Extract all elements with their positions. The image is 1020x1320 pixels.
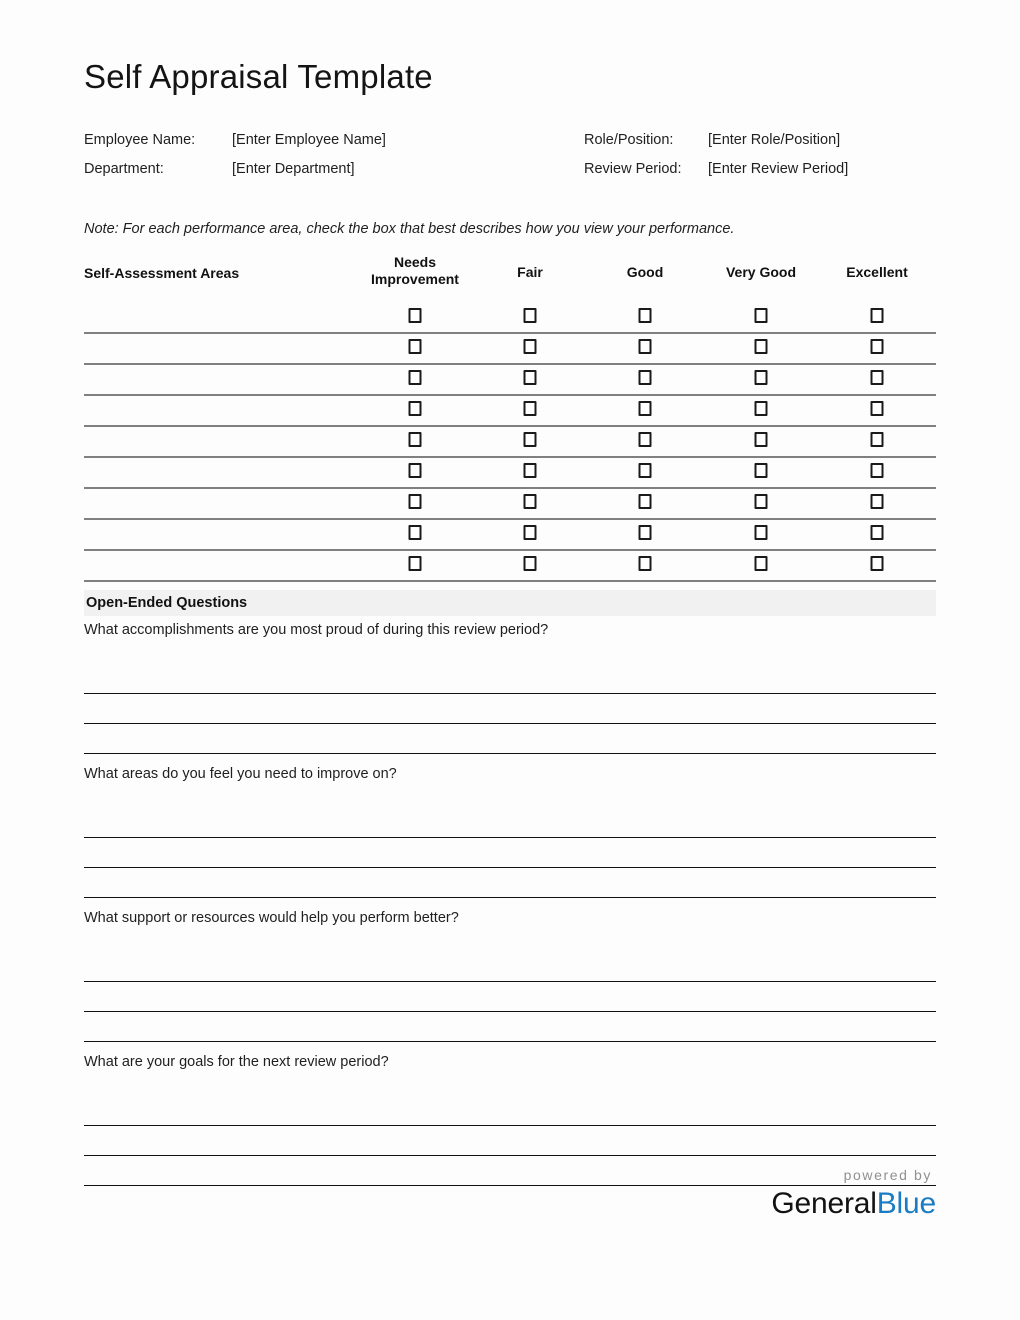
rating-checkbox[interactable] bbox=[871, 556, 884, 571]
table-row bbox=[84, 489, 936, 520]
answer-line[interactable] bbox=[84, 808, 936, 838]
answer-lines bbox=[84, 664, 936, 754]
employee-name-label: Employee Name: bbox=[84, 132, 196, 148]
rating-checkbox[interactable] bbox=[639, 556, 652, 571]
department-field bbox=[84, 161, 584, 177]
rating-checkbox[interactable] bbox=[524, 556, 537, 571]
rating-checkbox[interactable] bbox=[871, 494, 884, 509]
rating-checkbox[interactable] bbox=[524, 370, 537, 385]
table-row bbox=[84, 520, 936, 551]
brand-name-first: General bbox=[771, 1187, 877, 1220]
table-row bbox=[84, 396, 936, 427]
rating-checkbox[interactable] bbox=[871, 370, 884, 385]
table-row bbox=[84, 427, 936, 458]
rating-checkbox[interactable] bbox=[755, 432, 768, 447]
rating-checkbox[interactable] bbox=[871, 401, 884, 416]
department-label: Department: bbox=[84, 161, 164, 177]
open-ended-section-header bbox=[84, 590, 936, 616]
question-text: What accomplishments are you most proud of during this review period? bbox=[84, 622, 549, 638]
rating-checkbox[interactable] bbox=[409, 308, 422, 323]
department-value[interactable]: [Enter Department] bbox=[232, 161, 355, 177]
rating-checkbox[interactable] bbox=[524, 401, 537, 416]
question-text: What areas do you feel you need to improve on? bbox=[84, 766, 397, 782]
rating-checkbox[interactable] bbox=[639, 401, 652, 416]
table-row bbox=[84, 365, 936, 396]
rating-checkbox[interactable] bbox=[755, 401, 768, 416]
question-text: What support or resources would help you perform better? bbox=[84, 910, 459, 926]
employee-name-value[interactable]: [Enter Employee Name] bbox=[232, 132, 386, 148]
open-ended-section-title: Open-Ended Questions bbox=[86, 595, 248, 611]
powered-by-label: powered by bbox=[843, 1167, 932, 1183]
rating-checkbox[interactable] bbox=[409, 401, 422, 416]
rating-checkbox[interactable] bbox=[755, 525, 768, 540]
review-period-field bbox=[584, 161, 848, 177]
table-row bbox=[84, 303, 936, 334]
rating-checkbox[interactable] bbox=[755, 494, 768, 509]
self-assessment-table bbox=[84, 252, 936, 582]
column-header-excellent: Excellent bbox=[846, 264, 908, 280]
answer-line[interactable] bbox=[84, 952, 936, 982]
answer-lines bbox=[84, 952, 936, 1042]
brand-name-second: Blue bbox=[876, 1187, 936, 1220]
answer-line[interactable] bbox=[84, 1126, 936, 1156]
column-header-good: Good bbox=[626, 264, 664, 280]
employee-name-field bbox=[84, 132, 584, 148]
rating-checkbox[interactable] bbox=[409, 370, 422, 385]
rating-checkbox[interactable] bbox=[755, 463, 768, 478]
column-header-very-good: Very Good bbox=[725, 264, 797, 280]
column-header-fair: Fair bbox=[517, 264, 543, 280]
instruction-note: Note: For each performance area, check the box that best describes how you view your performance. bbox=[84, 221, 735, 237]
table-body bbox=[84, 303, 936, 582]
rating-checkbox[interactable] bbox=[524, 463, 537, 478]
answer-line[interactable] bbox=[84, 694, 936, 724]
rating-checkbox[interactable] bbox=[871, 463, 884, 478]
rating-checkbox[interactable] bbox=[639, 494, 652, 509]
rating-checkbox[interactable] bbox=[871, 525, 884, 540]
rating-checkbox[interactable] bbox=[639, 463, 652, 478]
answer-line[interactable] bbox=[84, 838, 936, 868]
rating-checkbox[interactable] bbox=[524, 494, 537, 509]
rating-checkbox[interactable] bbox=[639, 525, 652, 540]
answer-line[interactable] bbox=[84, 664, 936, 694]
review-period-label: Review Period: bbox=[584, 161, 682, 177]
table-row bbox=[84, 458, 936, 489]
footer-logo bbox=[771, 1166, 936, 1222]
rating-checkbox[interactable] bbox=[524, 339, 537, 354]
column-header-needs-improvement: Needs Improvement bbox=[371, 254, 459, 287]
answer-line[interactable] bbox=[84, 1012, 936, 1042]
rating-checkbox[interactable] bbox=[755, 556, 768, 571]
question-block bbox=[84, 766, 936, 898]
rating-checkbox[interactable] bbox=[524, 525, 537, 540]
header-field-row bbox=[84, 132, 940, 161]
rating-checkbox[interactable] bbox=[871, 308, 884, 323]
rating-checkbox[interactable] bbox=[639, 339, 652, 354]
rating-checkbox[interactable] bbox=[639, 370, 652, 385]
rating-checkbox[interactable] bbox=[524, 308, 537, 323]
rating-checkbox[interactable] bbox=[524, 432, 537, 447]
header-fields bbox=[84, 132, 940, 190]
column-header-areas: Self-Assessment Areas bbox=[84, 265, 240, 281]
rating-checkbox[interactable] bbox=[409, 525, 422, 540]
answer-line[interactable] bbox=[84, 724, 936, 754]
answer-line[interactable] bbox=[84, 868, 936, 898]
rating-checkbox[interactable] bbox=[409, 432, 422, 447]
table-row bbox=[84, 334, 936, 365]
rating-checkbox[interactable] bbox=[639, 432, 652, 447]
generalblue-logo bbox=[771, 1186, 936, 1222]
answer-line[interactable] bbox=[84, 1096, 936, 1126]
role-position-label: Role/Position: bbox=[584, 132, 674, 148]
question-text: What are your goals for the next review period? bbox=[84, 1054, 389, 1070]
rating-checkbox[interactable] bbox=[755, 370, 768, 385]
table-header-row bbox=[84, 252, 936, 303]
role-position-field bbox=[584, 132, 840, 148]
rating-checkbox[interactable] bbox=[871, 432, 884, 447]
page-title: Self Appraisal Template bbox=[84, 58, 433, 95]
rating-checkbox[interactable] bbox=[409, 556, 422, 571]
question-block bbox=[84, 910, 936, 1042]
rating-checkbox[interactable] bbox=[755, 339, 768, 354]
rating-checkbox[interactable] bbox=[409, 463, 422, 478]
question-block bbox=[84, 622, 936, 754]
answer-lines bbox=[84, 808, 936, 898]
rating-checkbox[interactable] bbox=[409, 339, 422, 354]
rating-checkbox[interactable] bbox=[755, 308, 768, 323]
answer-line[interactable] bbox=[84, 982, 936, 1012]
table-row bbox=[84, 551, 936, 582]
role-position-value[interactable]: [Enter Role/Position] bbox=[708, 132, 841, 148]
review-period-value[interactable]: [Enter Review Period] bbox=[708, 161, 849, 177]
header-field-row bbox=[84, 161, 940, 190]
rating-checkbox[interactable] bbox=[639, 308, 652, 323]
rating-checkbox[interactable] bbox=[871, 339, 884, 354]
rating-checkbox[interactable] bbox=[409, 494, 422, 509]
